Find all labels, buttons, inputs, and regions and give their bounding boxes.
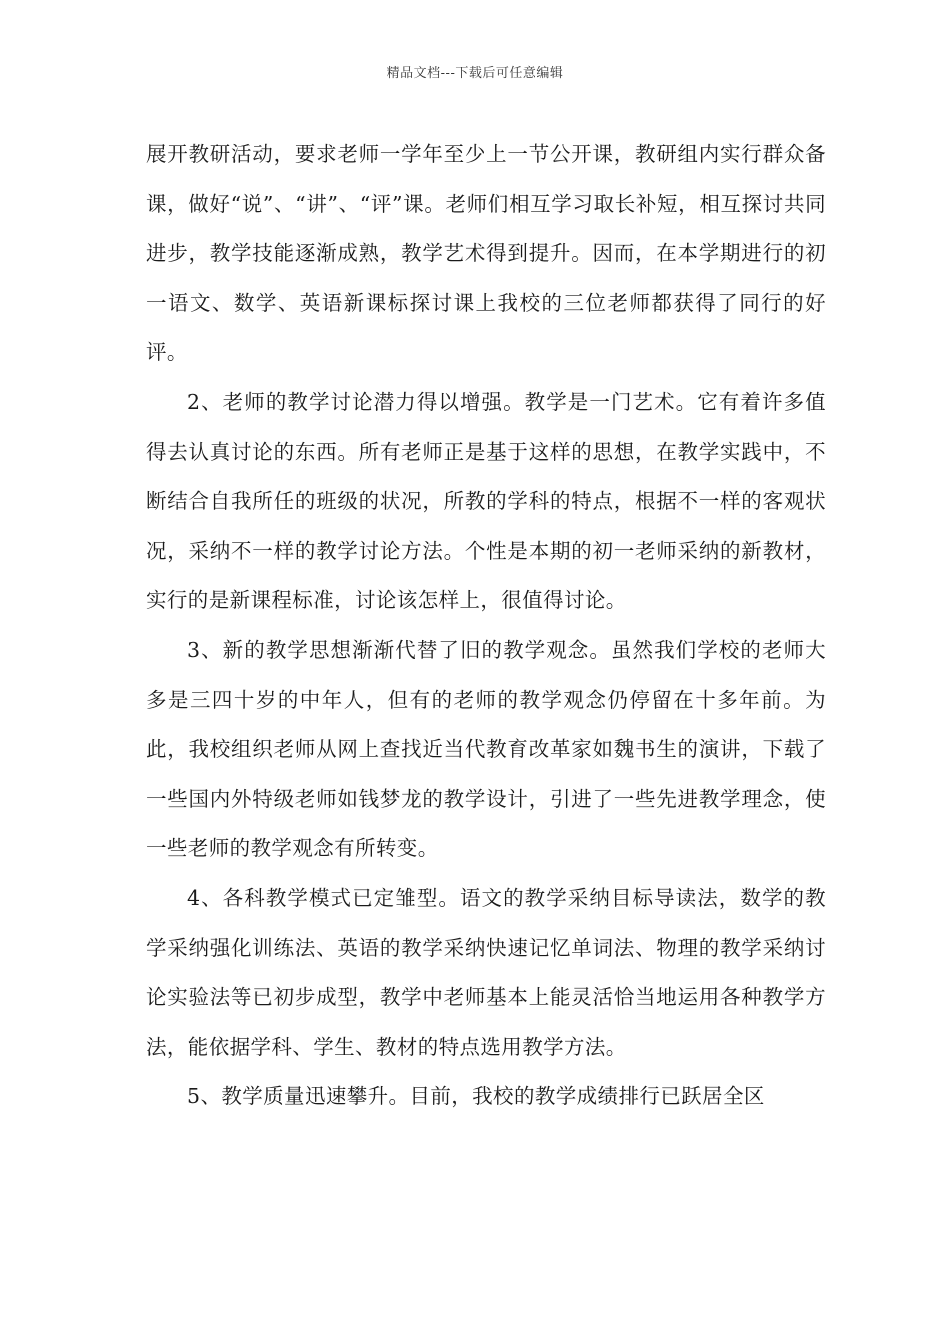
text-line: 的演讲，下载了一些国内外特级老师如钱梦龙的教学设计，引进了 <box>146 737 826 811</box>
text-line: 2、老师的教学讨论潜力得以增强。教学是一门艺术。它有着许 <box>187 389 784 414</box>
text-line: 4、各科教学模式已定雏型。语文的教学采纳目标导读法，数学 <box>187 885 784 910</box>
text-line: 地运用各种教学方法，能依据学科、学生、教材的特点选用教学方 <box>146 985 826 1059</box>
text-line: 5、教学质量迅速攀升。目前，我校的教学成绩排行已跃居全区 <box>187 1084 765 1109</box>
text-line: 师大多是三四十岁的中年人，但有的老师的教学观念仍停留在十多 <box>146 637 826 712</box>
text-line: 初一老师采纳的新教材，实行的是新课程标准，讨论该怎样上，很 <box>146 538 826 613</box>
text-line: 的教学采纳强化训练法、英语的教学采纳快速记忆单词法、物理的 <box>146 885 826 960</box>
text-line: 的三位老师都获得了同行的好评。 <box>146 290 827 365</box>
text-line: 因而，在本学期进行的初一语文、数学、英语新课标探讨课上我校 <box>146 241 826 315</box>
text-line: 据不一样的客观状况，采纳不一样的教学讨论方法。个性是本期的 <box>146 489 826 563</box>
paragraph-item-5 <box>146 1072 826 1122</box>
text-line: 一些先进教学理念，使一些老师的教学观念有所转变。 <box>146 786 826 861</box>
paragraph-item-3 <box>146 626 826 874</box>
text-line: 年前。为此，我校组织老师从网上查找近当代教育改革家如魏书生 <box>146 687 826 762</box>
paragraph-item-2 <box>146 378 826 626</box>
text-line: 群众备课，做好“说”、“讲”、“评”课。老师们相互学习取长 <box>146 142 826 216</box>
text-line: 补短，相互探讨共同进步，教学技能逐渐成熟，教学艺术得到提升。 <box>146 191 827 266</box>
page-header: 精品文档---下载后可任意编辑 <box>386 66 564 81</box>
text-line: 多值得去认真讨论的东西。所有老师正是基于这样的思想，在教学 <box>146 389 826 464</box>
paragraph-continuation <box>146 130 826 378</box>
text-line: 展开教研活动，要求老师一学年至少上一节公开课，教研组内实行 <box>146 142 763 166</box>
text-line: 3、新的教学思想渐渐代替了旧的教学观念。虽然我们学校的老 <box>187 637 784 662</box>
text-line: 实践中，不断结合自我所任的班级的状况，所教的学科的特点，根 <box>146 439 826 514</box>
paragraph-item-4 <box>146 874 826 1072</box>
text-line: 法。 <box>584 1034 627 1059</box>
text-line: 值得讨论。 <box>522 588 627 613</box>
text-line: 教学采纳讨论实验法等已初步成型，教学中老师基本上能灵活恰当 <box>146 935 826 1010</box>
document-body <box>146 130 826 1122</box>
